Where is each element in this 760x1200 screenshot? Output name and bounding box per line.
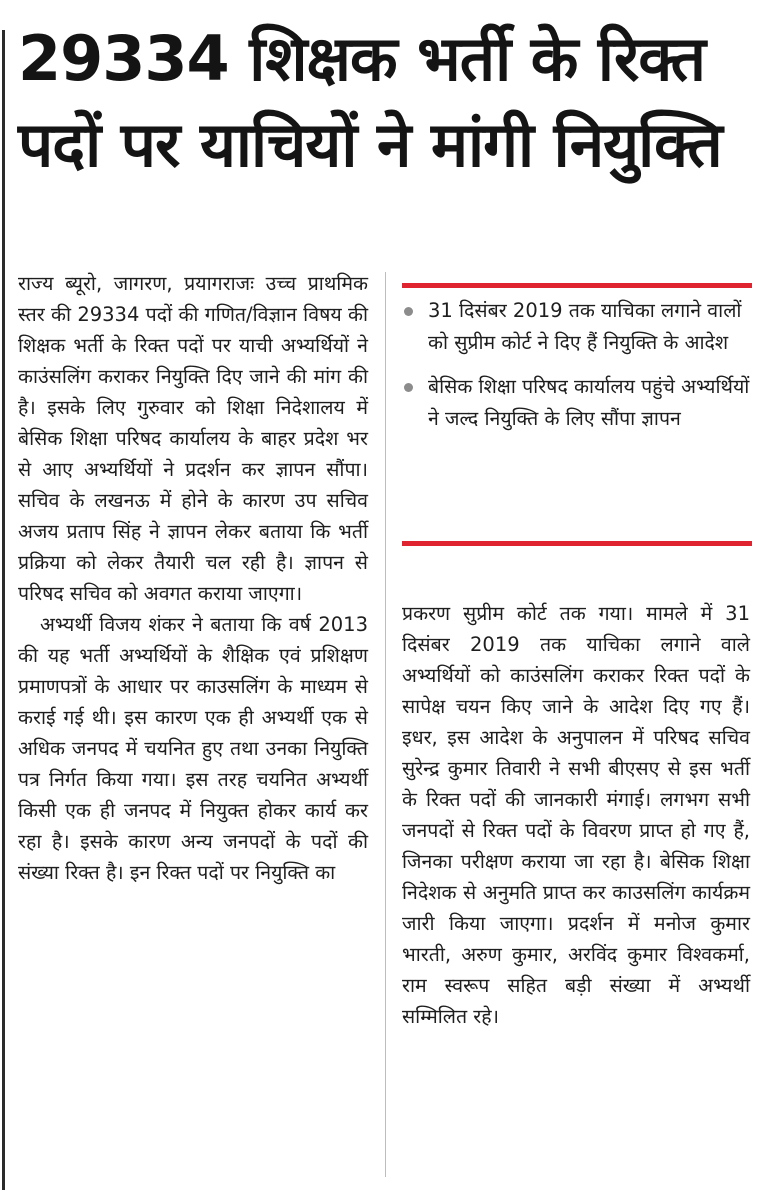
article-column-left — [18, 268, 368, 888]
highlight-text: बेसिक शिक्षा परिषद कार्यालय पहुंचे अभ्यर्थियों ने जल्द नियुक्ति के लिए सौंपा ज्ञापन — [428, 375, 750, 430]
left-border-rule — [2, 30, 5, 1190]
article-paragraph-2: अभ्यर्थी विजय शंकर ने बताया कि वर्ष 2013 की यह भर्ती अभ्यर्थियों के शैक्षिक एवं प्रशिक्षण प्रमाणपत्रों के आधार पर काउसलिंग के माध्यम से कराई गई थी। इस कारण एक ही अभ्यर्थी एक से अधिक जनपद में चयनित हुए तथा उनका नियुक्ति पत्र निर्गत किया गया। इस तरह चयनित अभ्यर्थी किसी एक ही जनपद में नियुक्त होकर कार्य कर रहा है। इसके कारण अन्य जनपदों के पदों की संख्या रिक्त है। इन रिक्त पदों पर नियुक्ति का — [18, 613, 368, 884]
article-headline: 29334 शिक्षक भर्ती के रिक्त पदों पर याचियों ने मांगी नियुक्ति — [18, 22, 722, 181]
highlights-box — [402, 295, 752, 447]
highlight-item — [402, 371, 752, 435]
column-divider — [385, 272, 386, 1177]
article-paragraph-1: राज्य ब्यूरो, जागरण, प्रयागराजः उच्च प्राथमिक स्तर की 29334 पदों की गणित/विज्ञान विषय की शिक्षक भर्ती के रिक्त पदों पर याची अभ्यर्थियों ने काउंसलिंग कराकर नियुक्ति दिए जाने की मांग की है। इसके लिए गुरुवार को शिक्षा निदेशालय में बेसिक शिक्षा परिषद कार्यालय के बाहर प्रदेश भर से आए अभ्यर्थियों ने प्रदर्शन कर ज्ञापन सौंपा। सचिव के लखनऊ में होने के कारण उप सचिव अजय प्रताप सिंह ने ज्ञापन लेकर बताया कि भर्ती प्रक्रिया को लेकर तैयारी चल रही है। ज्ञापन से परिषद सचिव को अवगत कराया जाएगा। — [18, 272, 368, 605]
highlight-item — [402, 295, 752, 359]
highlight-box-bottom-rule — [402, 541, 752, 546]
bullet-icon — [404, 307, 413, 316]
highlight-box-top-rule — [402, 283, 752, 288]
article-column-right — [402, 598, 750, 1032]
highlight-text: 31 दिसंबर 2019 तक याचिका लगाने वालों को सुप्रीम कोर्ट ने दिए हैं नियुक्ति के आदेश — [428, 299, 742, 354]
bullet-icon — [404, 383, 413, 392]
article-paragraph-3: प्रकरण सुप्रीम कोर्ट तक गया। मामले में 31 दिसंबर 2019 तक याचिका लगाने वाले अभ्यर्थियों को काउंसलिंग कराकर रिक्त पदों के सापेक्ष चयन किए जाने के आदेश दिए गए हैं। इधर, इस आदेश के अनुपालन में परिषद सचिव सुरेन्द्र कुमार तिवारी ने सभी बीएसए से इस भर्ती के रिक्त पदों की जानकारी मंगाई। लगभग सभी जनपदों से रिक्त पदों के विवरण प्राप्त हो गए हैं, जिनका परीक्षण कराया जा रहा है। बेसिक शिक्षा निदेशक से अनुमति प्राप्त कर काउसलिंग कार्यक्रम जारी किया जाएगा। प्रदर्शन में मनोज कुमार भारती, अरुण कुमार, अरविंद कुमार विश्वकर्मा, राम स्वरूप सहित बड़ी संख्या में अभ्यर्थी सम्मिलित रहे। — [402, 602, 750, 1028]
